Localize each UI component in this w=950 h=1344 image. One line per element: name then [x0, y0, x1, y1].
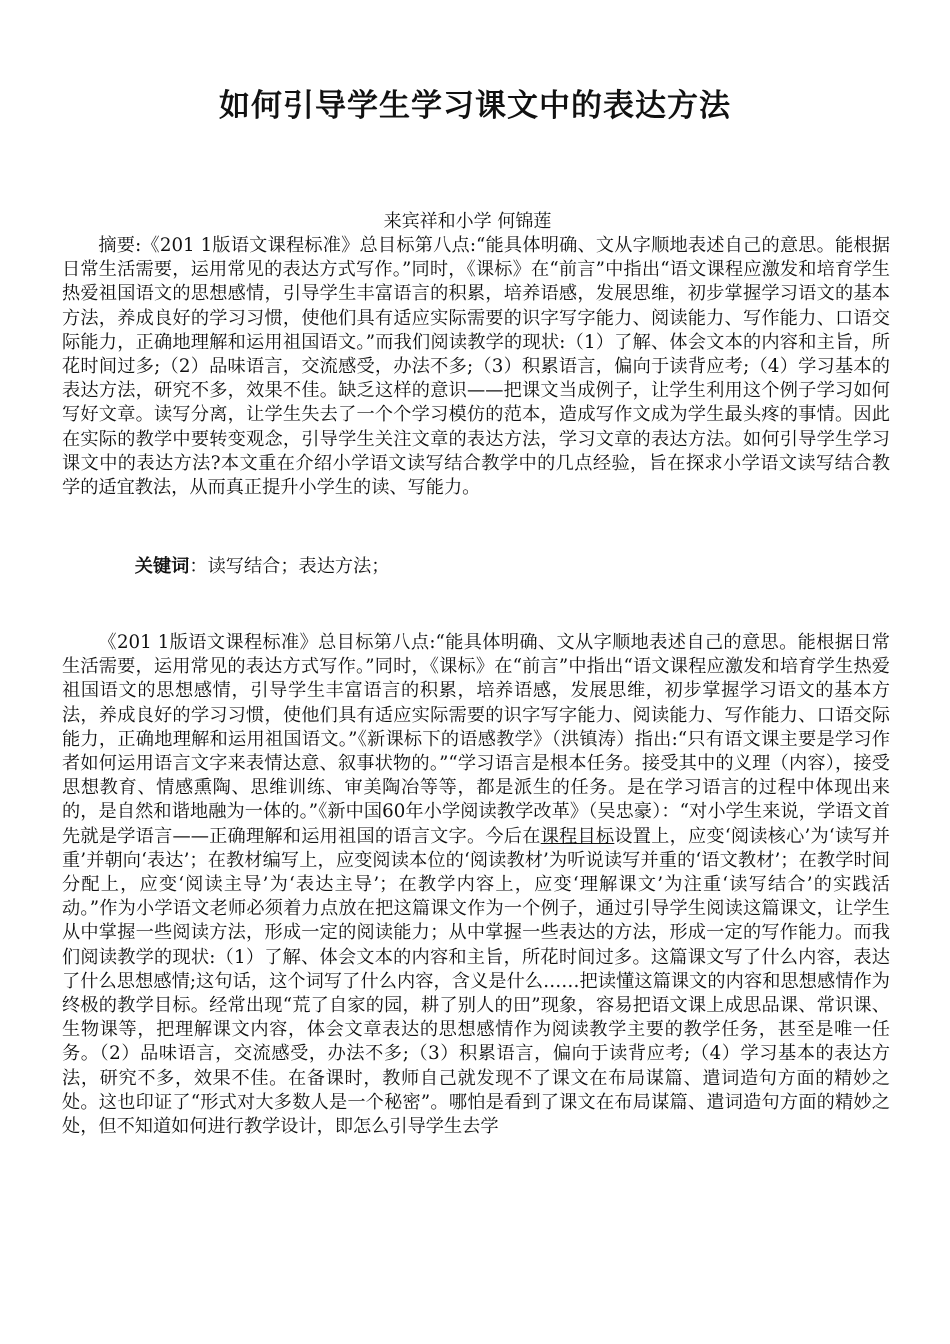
body-paragraph	[62, 631, 890, 1139]
body-text-part2: 设置上，应变‘阅读核心’为‘读写并重’并朝向‘表达’；在教材编写上，应变阅读本位的‘阅读教材’为听说读写并重的‘语文教材’；在教学时间分配上，应变‘阅读主导’为‘表达主导’；在教学内容上，应变‘理解课文’为注重‘读写结合’的实践活动。”作为小学语文老师必须着力点放在把这篇课文作为一个例子，通过引导学生阅读这篇课文，让学生从中掌握一些阅读方法，形成一定的阅读能力；从中掌握一些表达的方法，形成一定的写作能力。而我们阅读教学的现状:（1）了解、体会文本的内容和主旨，所花时间过多。这篇课文写了什么内容，表达了什么思想感情;这句话，这个词写了什么内容，含义是什么……把读懂这篇课文的内容和思想感情作为终极的教学目标。经常出现“荒了自家的园，耕了别人的田”现象，容易把语文课上成思品课、常识课、生物课等，把理解课文内容，体会文章表达的思想感情作为阅读教学主要的教学任务，甚至是唯一任务。（2）品味语言，交流感受，办法不多;（3）积累语言，偏向于读背应考;（4）学习基本的表达方法，研究不多，效果不佳。在备课时，教师自己就发现不了课文在布局谋篇、遣词造句方面的精妙之处。这也印证了“形式对大多数人是一个秘密”。哪怕是看到了课文在布局谋篇、遣词造句方面的精妙之处，但不知道如何进行教学设计，即怎么引导学生去学	[62, 825, 890, 1138]
keywords-label: 关键词	[134, 556, 190, 577]
keywords-text: ：读写结合；表达方法；	[189, 556, 390, 577]
body-text-part1: 《201 1版语文课程标准》总目标第八点:“能具体明确、文从字顺地表述自己的意思。能根据日常生活需要，运用常见的表达方式写作。”同时，《课标》在“前言”中指出“语文课程应激发和培育学生热爱祖国语文的思想感情，引导学生丰富语言的积累，培养语感，发展思维，初步掌握学习语文的基本方法，养成良好的学习习惯，使他们具有适应实际需要的识字写字能力、阅读能力、写作能力、口语交际能力，正确地理解和运用祖国语文。”《新课标下的语感教学》（洪镇涛）指出:“只有语文课主要是学习作者如何运用语言文字来表情达意、叙事状物的。”“学习语言是根本任务。接受其中的义理（内容），接受思想教育、情感熏陶、思维训练、审美陶冶等等，都是派生的任务。是在学习语言的过程中体现出来的，是自然和谐地融为一体的。”《新中国60年小学阅读教学改革》（吴忠豪）：“对小学生来说，学语文首先就是学语言——正确理解和运用祖国的语言文字。今后在	[62, 632, 890, 847]
author-line: 来宾祥和小学 何锦莲	[383, 211, 552, 232]
keywords-line	[62, 555, 890, 579]
document-title: 如何引导学生学习课文中的表达方法	[219, 88, 731, 124]
abstract-paragraph: 摘要:《201 1版语文课程标准》总目标第八点:“能具体明确、文从字顺地表述自己的意思。能根据日常生活需要，运用常见的表达方式写作。”同时，《课标》在“前言”中指出“语文课程应激发和培育学生热爱祖国语文的思想感情，引导学生丰富语言的积累，培养语感，发展思维，初步掌握学习语文的基本方法，养成良好的学习习惯，使他们具有适应实际需要的识字写字能力、阅读能力、写作能力、口语交际能力，正确地理解和运用祖国语文。”而我们阅读教学的现状:（1）了解、体会文本的内容和主旨，所花时间过多;（2）品味语言，交流感受，办法不多;（3）积累语言，偏向于读背应考;（4）学习基本的表达方法，研究不多，效果不佳。缺乏这样的意识——把课文当成例子，让学生利用这个例子学习如何写好文章。读写分离，让学生失去了一个个学习模仿的范本，造成写作文成为学生最头疼的事情。因此在实际的教学中要转变观念，引导学生关注文章的表达方法，学习文章的表达方法。如何引导学生学习课文中的表达方法?本文重在介绍小学语文读写结合教学中的几点经验，旨在探求小学语文读写结合教学的适宜教法，从而真正提升小学生的读、写能力。	[62, 235, 890, 499]
course-goal-link[interactable]: 课程目标	[540, 825, 615, 847]
